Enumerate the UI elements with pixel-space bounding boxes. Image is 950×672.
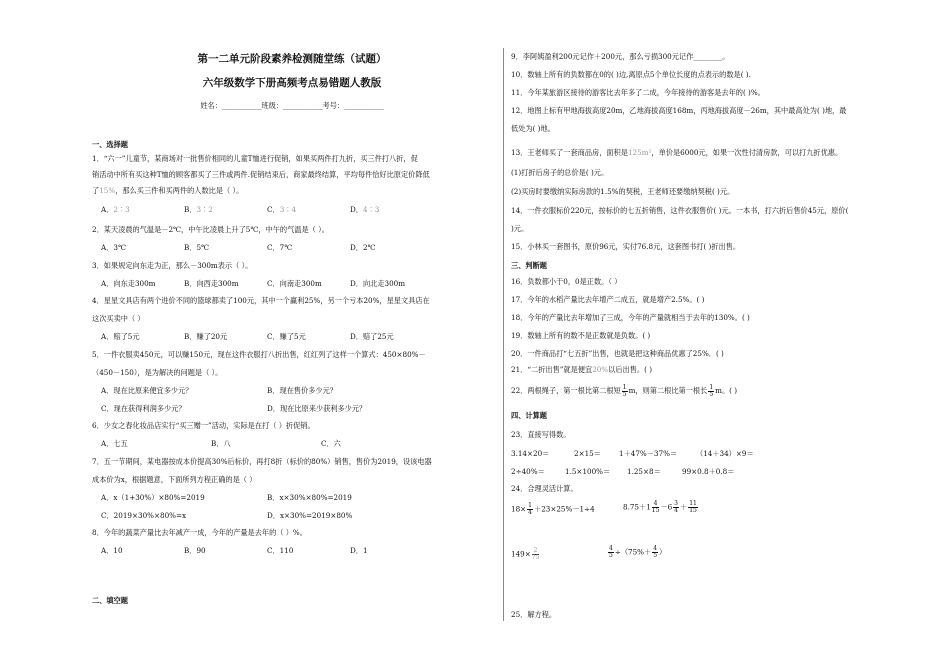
q8-option-d[interactable]: D．1: [350, 546, 368, 555]
question-21-text: 21．“二折出售”就是便宜: [511, 365, 593, 374]
question-14-line-1: 14．一件衣服标价220元，按标价的七五折销售，这件衣服售价( )元。一本书，打六折后售价45元，原价(: [511, 206, 849, 215]
q3-option-a[interactable]: A．向东走300m: [101, 279, 156, 288]
question-6: 6．少女之春化妆品店实行“买三赠一”活动，实际是在打（ ）折促销。: [92, 421, 315, 430]
page-title: 第一二单元阶段素养检测随堂练（试题）: [197, 53, 387, 65]
question-22: 22．两根绳子，第一根比第二根短 $\frac{1}{5}$ m，则第二根比第一根长 $\frac{1}{5}$ m。( ): [511, 383, 738, 398]
question-12-line-2: 低处为( )地。: [511, 124, 555, 133]
q2-option-c[interactable]: C．7℃: [267, 243, 293, 252]
q8-option-a[interactable]: A．10: [101, 546, 123, 555]
question-25: 25．解方程。: [511, 610, 557, 619]
question-20: 20．一件商品打“七五折”出售，也就是把这种商品优惠了25%．( ): [511, 349, 724, 358]
section-heading-calc: 四、计算题: [511, 411, 547, 420]
question-21-text-end: 以后出售。( ): [608, 365, 653, 374]
question-11: 11．今年某旅游区接待的游客比去年多了二成，今年接待的游客是去年的( )%。: [511, 88, 765, 97]
question-24: 24．合理灵活计算。: [511, 484, 578, 493]
question-8: 8．今年的蔬菜产量比去年减产一成，今年的产量是去年的（ ）%。: [92, 528, 307, 537]
q3-option-d[interactable]: D．向北走300m: [350, 279, 406, 288]
calc-item: 1＋47%－37%＝: [619, 449, 678, 458]
q1-option-b[interactable]: B．3∶2: [184, 205, 213, 214]
q1-option-a[interactable]: A．2∶3: [101, 205, 130, 214]
question-4-line-2: 这次买卖中（ ）: [92, 314, 145, 323]
question-14-line-2: )元。: [511, 224, 529, 233]
question-7-line-1: 7．五一节期间，某电器按成本价提高30%后标价，再打8折（标价的80%）销售，售价为2019，设该电器: [92, 457, 432, 466]
calc-item: 2×15＝: [574, 449, 601, 458]
question-1-line-3: [92, 186, 243, 195]
q4-option-a[interactable]: A．赔了5元: [101, 332, 140, 341]
q7-option-b[interactable]: B．x×30%×80%=2019: [267, 493, 352, 502]
right-column: [511, 0, 911, 672]
q5-option-b[interactable]: B．现在售价多少元？: [267, 386, 337, 395]
question-17: 17．今年的水稻产量比去年增产二成五，就是增产2.5%。( ): [511, 295, 705, 304]
fraction-one-fifth: $\frac{1}{5}$: [622, 383, 627, 398]
calc-item: 99×0.8＋0.8＝: [682, 467, 735, 476]
question-1-line-2: 销活动中所有买这种T恤的顾客都买了三件或两件.促销结束后，商家最终结算，平均每件恰好比原定价降低: [92, 170, 430, 179]
expression-4: $\frac{4}{5}$ ÷（75%＋ $\frac{4}{5}$ ）: [609, 545, 667, 559]
question-16: 16．负数都小于0，0是正数。（ ）: [511, 277, 622, 286]
question-18: 18．今年的产量比去年增加了三成，今年的产量就相当于去年的130%。( ): [511, 313, 750, 322]
q1-option-d[interactable]: D．4∶3: [350, 205, 380, 214]
calc-item: （14＋34）×9＝: [696, 449, 754, 458]
fraction-one-fifth-2: $\frac{1}{5}$: [709, 383, 714, 398]
question-9: 9．李阿姨盈利200元记作＋200元，那么亏损300元记作________。: [511, 52, 730, 61]
section-heading-fill: 二、填空题: [92, 596, 128, 605]
left-column: [92, 0, 492, 672]
question-4-line-1: 4．星星文具店有两个进价不同的篮球都卖了100元，其中一个赢利25%，另一个亏本20%，星星文具店在: [92, 296, 430, 305]
calc-item: 3.14×20＝: [511, 449, 550, 458]
question-1-line-1: 1．“六一”儿童节，某商场对一批售价相同的儿童T恤进行促销，如果买两件打九折，买三件打八折，促: [92, 154, 418, 163]
question-12-line-1: 12．地图上标有甲地海拔高度20m，乙地海拔高度168m，丙地海拔高度－26m，其中最高处为( )地，最: [511, 106, 847, 115]
q7-option-d[interactable]: D．x×30%=2019×80%: [267, 511, 353, 520]
q4-option-d[interactable]: D．赔了25元: [350, 332, 394, 341]
q8-option-c[interactable]: C．110: [267, 546, 294, 555]
question-23: 23．直接写得数。: [511, 430, 571, 439]
column-divider: [503, 48, 504, 621]
section-heading-choice: 一、选择题: [92, 140, 128, 149]
question-19: 19．数轴上所有的数不是正数就是负数。( ): [511, 331, 651, 340]
section-heading-judge: 三、判断题: [511, 261, 547, 270]
question-2: 2．某天凌晨的气温是－2℃，中午比凌晨上升了5℃，中午的气温是（ ）。: [92, 225, 329, 234]
question-13-text: 13．王老师买了一套商品房，面积是: [511, 148, 628, 157]
q3-option-c[interactable]: C．向南走300m: [267, 279, 322, 288]
question-7-line-2: 成本价为x，根据题意，下面所列方程正确的是（ ）: [92, 475, 257, 484]
expression-3: 149× $\frac{2}{75}$: [511, 547, 540, 561]
question-1-text: 了: [92, 186, 100, 195]
question-13: [511, 148, 842, 157]
question-13-part-1: (1)打折后房子的总价是( )元。: [511, 168, 609, 177]
calc-item: 2÷40%＝: [511, 467, 545, 476]
expression-1: 18× $\frac{1}{4}$ ＋23×25%－1÷4: [511, 502, 595, 516]
question-3: 3．如果规定向东走为正，那么－300m表示（ ）。: [92, 261, 253, 270]
calc-item: 1.25×8＝: [627, 467, 661, 476]
question-13-part-2: (2)买房时要缴纳实际房款的1.5%的契税，王老师还要缴纳契税( )元。: [511, 187, 735, 196]
question-21: [511, 365, 652, 374]
expression-2: 8.75＋1 $\frac{4}{15}$ －6 $\frac{3}{4}$ ＋ $\frac{11}{15}$: [623, 500, 697, 514]
question-5-line-1: 5．一件衣服卖450元，可以赚150元，现在这件衣服打八折出售，红红列了这样一个算式：450×80%－: [92, 350, 426, 359]
q5-option-a[interactable]: A．现在比原来便宜多少元？: [101, 386, 193, 395]
q2-option-d[interactable]: D．2℃: [350, 243, 376, 252]
q6-option-a[interactable]: A．七五: [101, 439, 128, 448]
q7-option-a[interactable]: A．x（1+30%）×80%=2019: [101, 493, 205, 502]
q5-option-d[interactable]: D．现在比原来少获利多少元？: [267, 404, 367, 413]
question-13-text-end: ，单价是6000元，如果一次性付清房款，可以打九折优惠。: [651, 148, 843, 157]
question-5-line-2: （450－150），是为解决的问题是（ ）。: [92, 368, 223, 377]
q6-option-c[interactable]: C．六: [321, 439, 341, 448]
q4-option-c[interactable]: C．赚了5元: [267, 332, 306, 341]
q2-option-a[interactable]: A．3℃: [101, 243, 126, 252]
question-21-percent: 20%: [592, 365, 609, 374]
q4-option-b[interactable]: B．赚了20元: [184, 332, 228, 341]
calc-item: 1.5×100%＝: [565, 467, 611, 476]
q3-option-b[interactable]: B．向西走300m: [184, 279, 239, 288]
q8-option-b[interactable]: B．90: [184, 546, 206, 555]
q5-option-c[interactable]: C．现在获得利润多少元？: [101, 404, 186, 413]
page-subtitle: 六年级数学下册高频考点易错题人教版: [202, 77, 382, 89]
question-1-percent: 15%: [99, 186, 116, 195]
question-15: 15．小林买一套图书，原价96元，实付76.8元，这套图书打( )折出售。: [511, 242, 741, 251]
question-13-area: 125m²: [627, 148, 652, 157]
question-1-text-end: ，那么买三件和买两件的人数比是（ ）。: [115, 186, 244, 195]
q2-option-b[interactable]: B．5℃: [184, 243, 210, 252]
q1-option-c[interactable]: C．3∶4: [267, 205, 297, 214]
q7-option-c[interactable]: C．2019×30%×80%=x: [101, 511, 187, 520]
question-10: 10．数轴上所有的负数都在0的( )边,离原点5个单位长度的点表示的数是( ).: [511, 70, 751, 79]
student-info-line: 姓名：___________班级：___________考号：___________: [200, 101, 384, 110]
q6-option-b[interactable]: B．八: [211, 439, 231, 448]
